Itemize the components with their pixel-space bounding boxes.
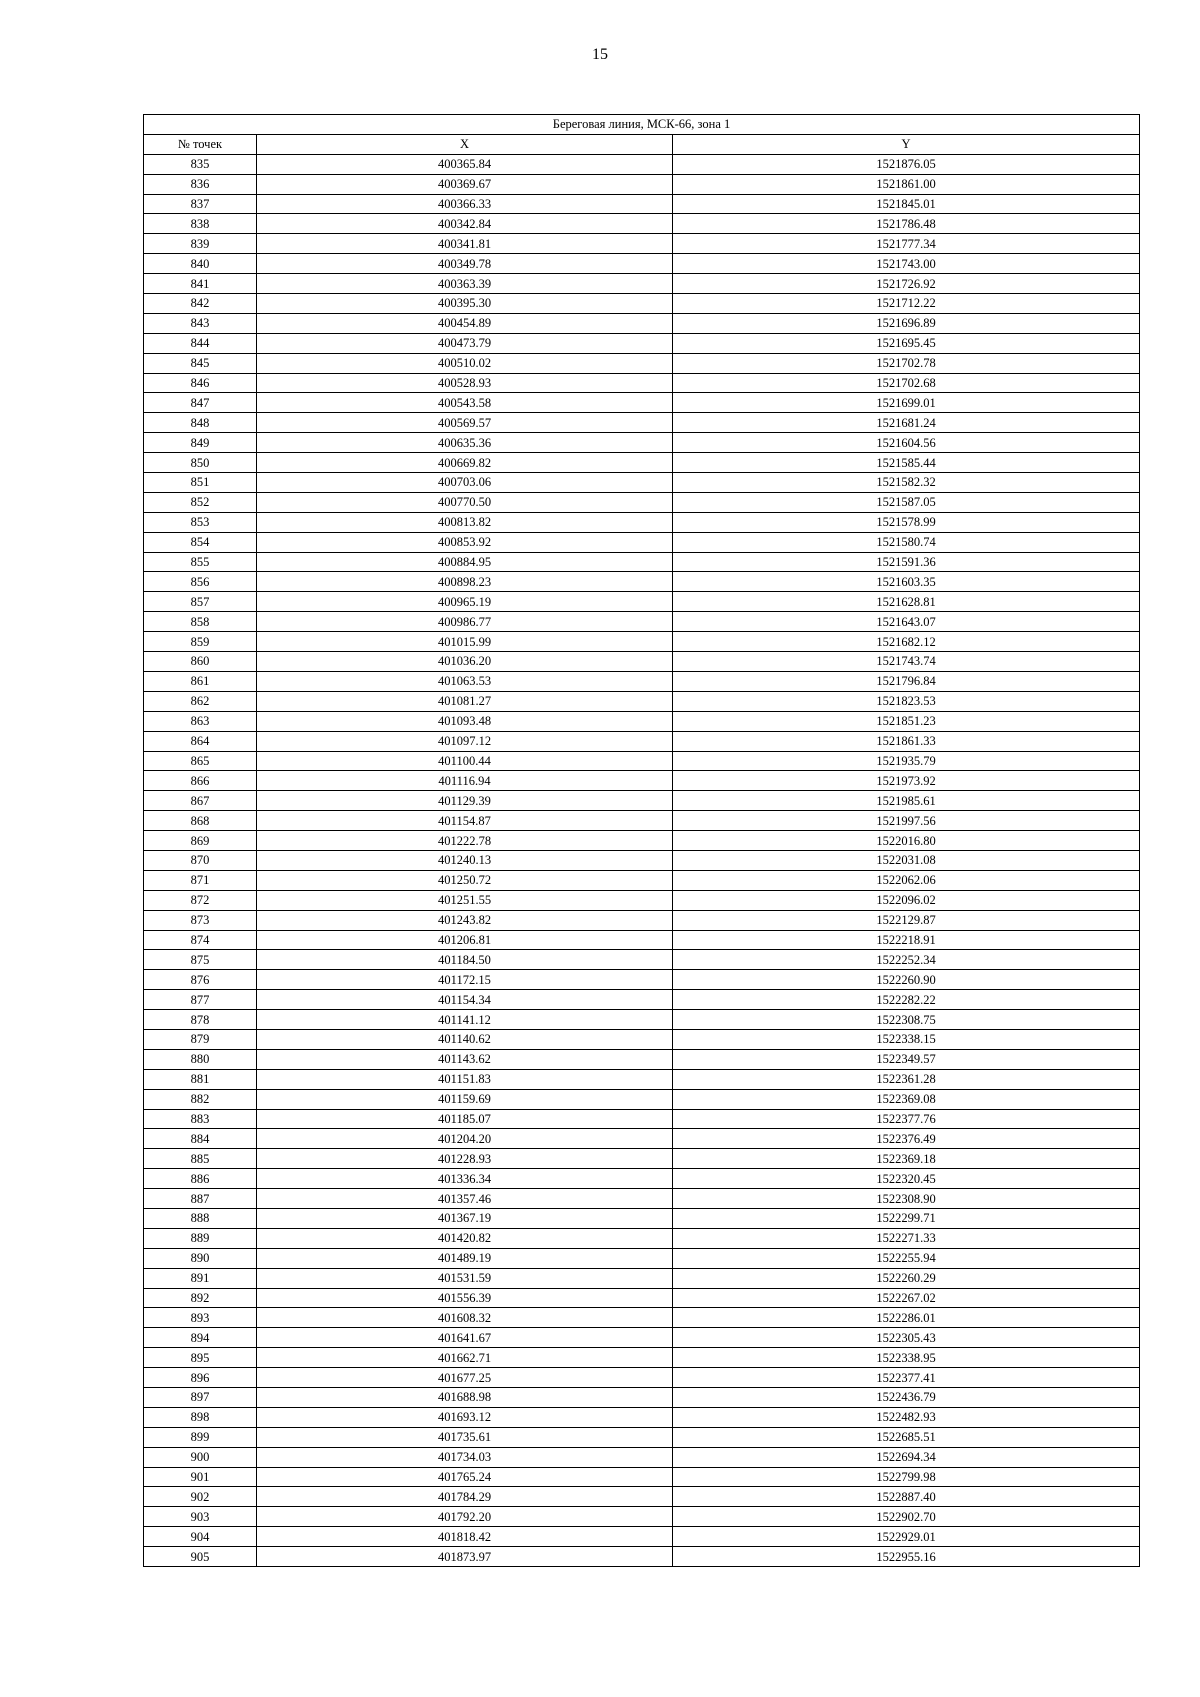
cell-y: 1521702.68 bbox=[673, 373, 1140, 393]
cell-point-number: 871 bbox=[144, 870, 257, 890]
cell-point-number: 870 bbox=[144, 850, 257, 870]
cell-y: 1521973.92 bbox=[673, 771, 1140, 791]
cell-y: 1521604.56 bbox=[673, 433, 1140, 453]
cell-point-number: 890 bbox=[144, 1248, 257, 1268]
cell-y: 1522308.90 bbox=[673, 1189, 1140, 1209]
cell-point-number: 838 bbox=[144, 214, 257, 234]
cell-y: 1521796.84 bbox=[673, 671, 1140, 691]
table-row bbox=[144, 890, 1140, 910]
cell-x: 401688.98 bbox=[257, 1388, 673, 1408]
table-row bbox=[144, 1328, 1140, 1348]
cell-x: 401222.78 bbox=[257, 831, 673, 851]
cell-point-number: 843 bbox=[144, 313, 257, 333]
cell-y: 1522305.43 bbox=[673, 1328, 1140, 1348]
cell-y: 1522260.29 bbox=[673, 1268, 1140, 1288]
cell-point-number: 844 bbox=[144, 333, 257, 353]
table-row bbox=[144, 771, 1140, 791]
cell-point-number: 880 bbox=[144, 1049, 257, 1069]
cell-x: 401143.62 bbox=[257, 1049, 673, 1069]
cell-point-number: 889 bbox=[144, 1228, 257, 1248]
cell-y: 1521582.32 bbox=[673, 473, 1140, 493]
cell-x: 401489.19 bbox=[257, 1248, 673, 1268]
table-row bbox=[144, 353, 1140, 373]
cell-point-number: 894 bbox=[144, 1328, 257, 1348]
cell-x: 401693.12 bbox=[257, 1407, 673, 1427]
cell-point-number: 857 bbox=[144, 592, 257, 612]
table-row bbox=[144, 1407, 1140, 1427]
cell-y: 1522887.40 bbox=[673, 1487, 1140, 1507]
column-header-y: Y bbox=[673, 134, 1140, 154]
cell-point-number: 835 bbox=[144, 154, 257, 174]
column-header-point-number: № точек bbox=[144, 134, 257, 154]
cell-x: 401129.39 bbox=[257, 791, 673, 811]
cell-x: 401735.61 bbox=[257, 1427, 673, 1447]
coordinates-table bbox=[143, 114, 1140, 1567]
cell-x: 401556.39 bbox=[257, 1288, 673, 1308]
cell-y: 1521823.53 bbox=[673, 691, 1140, 711]
cell-point-number: 854 bbox=[144, 532, 257, 552]
table-row bbox=[144, 214, 1140, 234]
cell-point-number: 858 bbox=[144, 612, 257, 632]
table-row bbox=[144, 1447, 1140, 1467]
table-row bbox=[144, 1109, 1140, 1129]
table-row bbox=[144, 1288, 1140, 1308]
cell-y: 1521585.44 bbox=[673, 453, 1140, 473]
table-row bbox=[144, 174, 1140, 194]
cell-y: 1522252.34 bbox=[673, 950, 1140, 970]
cell-point-number: 891 bbox=[144, 1268, 257, 1288]
cell-point-number: 847 bbox=[144, 393, 257, 413]
cell-y: 1522271.33 bbox=[673, 1228, 1140, 1248]
cell-point-number: 845 bbox=[144, 353, 257, 373]
table-row bbox=[144, 413, 1140, 433]
cell-x: 400986.77 bbox=[257, 612, 673, 632]
table-row bbox=[144, 1467, 1140, 1487]
table-row bbox=[144, 1089, 1140, 1109]
table-row bbox=[144, 333, 1140, 353]
cell-y: 1521603.35 bbox=[673, 572, 1140, 592]
cell-x: 400635.36 bbox=[257, 433, 673, 453]
cell-point-number: 852 bbox=[144, 492, 257, 512]
table-row bbox=[144, 1248, 1140, 1268]
cell-x: 400395.30 bbox=[257, 294, 673, 314]
cell-x: 401185.07 bbox=[257, 1109, 673, 1129]
cell-x: 401818.42 bbox=[257, 1527, 673, 1547]
cell-y: 1522320.45 bbox=[673, 1169, 1140, 1189]
cell-y: 1522299.71 bbox=[673, 1208, 1140, 1228]
cell-x: 400473.79 bbox=[257, 333, 673, 353]
table-row bbox=[144, 512, 1140, 532]
table-row bbox=[144, 1268, 1140, 1288]
cell-x: 401141.12 bbox=[257, 1010, 673, 1030]
cell-x: 400528.93 bbox=[257, 373, 673, 393]
cell-y: 1521777.34 bbox=[673, 234, 1140, 254]
cell-x: 401097.12 bbox=[257, 731, 673, 751]
table-row bbox=[144, 373, 1140, 393]
cell-y: 1521726.92 bbox=[673, 274, 1140, 294]
cell-point-number: 869 bbox=[144, 831, 257, 851]
cell-x: 401250.72 bbox=[257, 870, 673, 890]
cell-x: 401792.20 bbox=[257, 1507, 673, 1527]
table-row bbox=[144, 393, 1140, 413]
cell-y: 1522349.57 bbox=[673, 1049, 1140, 1069]
cell-point-number: 859 bbox=[144, 632, 257, 652]
cell-x: 401420.82 bbox=[257, 1228, 673, 1248]
table-row bbox=[144, 632, 1140, 652]
cell-x: 400853.92 bbox=[257, 532, 673, 552]
table-row bbox=[144, 552, 1140, 572]
cell-point-number: 863 bbox=[144, 711, 257, 731]
table-row bbox=[144, 811, 1140, 831]
cell-y: 1521712.22 bbox=[673, 294, 1140, 314]
cell-x: 401015.99 bbox=[257, 632, 673, 652]
table-row bbox=[144, 592, 1140, 612]
table-row bbox=[144, 194, 1140, 214]
cell-point-number: 887 bbox=[144, 1189, 257, 1209]
cell-y: 1521702.78 bbox=[673, 353, 1140, 373]
cell-y: 1521876.05 bbox=[673, 154, 1140, 174]
cell-x: 400770.50 bbox=[257, 492, 673, 512]
cell-x: 401662.71 bbox=[257, 1348, 673, 1368]
cell-y: 1522799.98 bbox=[673, 1467, 1140, 1487]
cell-y: 1522218.91 bbox=[673, 930, 1140, 950]
cell-x: 401873.97 bbox=[257, 1547, 673, 1567]
cell-y: 1522096.02 bbox=[673, 890, 1140, 910]
cell-point-number: 886 bbox=[144, 1169, 257, 1189]
cell-x: 401531.59 bbox=[257, 1268, 673, 1288]
table-row bbox=[144, 671, 1140, 691]
table-row bbox=[144, 970, 1140, 990]
cell-point-number: 853 bbox=[144, 512, 257, 532]
table-row bbox=[144, 154, 1140, 174]
cell-point-number: 878 bbox=[144, 1010, 257, 1030]
cell-x: 400341.81 bbox=[257, 234, 673, 254]
table-row bbox=[144, 950, 1140, 970]
cell-x: 401140.62 bbox=[257, 1029, 673, 1049]
cell-point-number: 883 bbox=[144, 1109, 257, 1129]
cell-point-number: 856 bbox=[144, 572, 257, 592]
cell-x: 400363.39 bbox=[257, 274, 673, 294]
cell-y: 1522929.01 bbox=[673, 1527, 1140, 1547]
table-row bbox=[144, 1149, 1140, 1169]
cell-y: 1522685.51 bbox=[673, 1427, 1140, 1447]
cell-point-number: 861 bbox=[144, 671, 257, 691]
table-row bbox=[144, 791, 1140, 811]
cell-y: 1521628.81 bbox=[673, 592, 1140, 612]
table-row bbox=[144, 711, 1140, 731]
table-row bbox=[144, 1069, 1140, 1089]
cell-y: 1521861.00 bbox=[673, 174, 1140, 194]
cell-point-number: 876 bbox=[144, 970, 257, 990]
cell-point-number: 855 bbox=[144, 552, 257, 572]
table-row bbox=[144, 1487, 1140, 1507]
table-row bbox=[144, 652, 1140, 672]
cell-x: 401784.29 bbox=[257, 1487, 673, 1507]
cell-point-number: 867 bbox=[144, 791, 257, 811]
cell-point-number: 879 bbox=[144, 1029, 257, 1049]
cell-point-number: 884 bbox=[144, 1129, 257, 1149]
cell-x: 400669.82 bbox=[257, 453, 673, 473]
cell-point-number: 848 bbox=[144, 413, 257, 433]
cell-point-number: 882 bbox=[144, 1089, 257, 1109]
cell-x: 401093.48 bbox=[257, 711, 673, 731]
table-row bbox=[144, 1547, 1140, 1567]
table-row bbox=[144, 1368, 1140, 1388]
cell-point-number: 875 bbox=[144, 950, 257, 970]
cell-y: 1521643.07 bbox=[673, 612, 1140, 632]
cell-y: 1521743.74 bbox=[673, 652, 1140, 672]
cell-y: 1522260.90 bbox=[673, 970, 1140, 990]
cell-point-number: 888 bbox=[144, 1208, 257, 1228]
table-row bbox=[144, 1507, 1140, 1527]
cell-x: 401159.69 bbox=[257, 1089, 673, 1109]
cell-y: 1521997.56 bbox=[673, 811, 1140, 831]
table-row bbox=[144, 1010, 1140, 1030]
table-row bbox=[144, 1029, 1140, 1049]
table-row bbox=[144, 850, 1140, 870]
cell-y: 1522482.93 bbox=[673, 1407, 1140, 1427]
cell-point-number: 897 bbox=[144, 1388, 257, 1408]
cell-y: 1522267.02 bbox=[673, 1288, 1140, 1308]
cell-point-number: 868 bbox=[144, 811, 257, 831]
cell-y: 1521682.12 bbox=[673, 632, 1140, 652]
cell-x: 401228.93 bbox=[257, 1149, 673, 1169]
cell-point-number: 900 bbox=[144, 1447, 257, 1467]
table-caption: Береговая линия, МСК-66, зона 1 bbox=[144, 115, 1140, 135]
table-row bbox=[144, 910, 1140, 930]
cell-y: 1521985.61 bbox=[673, 791, 1140, 811]
cell-y: 1521580.74 bbox=[673, 532, 1140, 552]
table-row bbox=[144, 1228, 1140, 1248]
cell-point-number: 862 bbox=[144, 691, 257, 711]
cell-y: 1522338.15 bbox=[673, 1029, 1140, 1049]
cell-x: 401151.83 bbox=[257, 1069, 673, 1089]
table-row bbox=[144, 254, 1140, 274]
table-row bbox=[144, 234, 1140, 254]
cell-point-number: 903 bbox=[144, 1507, 257, 1527]
cell-y: 1522369.18 bbox=[673, 1149, 1140, 1169]
table-row bbox=[144, 532, 1140, 552]
cell-y: 1521591.36 bbox=[673, 552, 1140, 572]
table-row bbox=[144, 990, 1140, 1010]
cell-x: 401172.15 bbox=[257, 970, 673, 990]
cell-y: 1521578.99 bbox=[673, 512, 1140, 532]
cell-x: 401336.34 bbox=[257, 1169, 673, 1189]
cell-y: 1522308.75 bbox=[673, 1010, 1140, 1030]
cell-x: 401765.24 bbox=[257, 1467, 673, 1487]
cell-x: 401367.19 bbox=[257, 1208, 673, 1228]
cell-x: 401251.55 bbox=[257, 890, 673, 910]
cell-y: 1521681.24 bbox=[673, 413, 1140, 433]
table-row bbox=[144, 1189, 1140, 1209]
table-row bbox=[144, 1169, 1140, 1189]
cell-point-number: 849 bbox=[144, 433, 257, 453]
cell-x: 401204.20 bbox=[257, 1129, 673, 1149]
cell-point-number: 892 bbox=[144, 1288, 257, 1308]
cell-x: 401641.67 bbox=[257, 1328, 673, 1348]
cell-x: 401063.53 bbox=[257, 671, 673, 691]
cell-x: 401154.87 bbox=[257, 811, 673, 831]
cell-point-number: 896 bbox=[144, 1368, 257, 1388]
cell-point-number: 893 bbox=[144, 1308, 257, 1328]
cell-y: 1522031.08 bbox=[673, 850, 1140, 870]
cell-point-number: 895 bbox=[144, 1348, 257, 1368]
table-row bbox=[144, 1527, 1140, 1547]
table-row bbox=[144, 453, 1140, 473]
cell-y: 1522255.94 bbox=[673, 1248, 1140, 1268]
cell-y: 1521699.01 bbox=[673, 393, 1140, 413]
cell-y: 1522902.70 bbox=[673, 1507, 1140, 1527]
cell-x: 400349.78 bbox=[257, 254, 673, 274]
cell-point-number: 904 bbox=[144, 1527, 257, 1547]
table-row bbox=[144, 294, 1140, 314]
cell-y: 1522436.79 bbox=[673, 1388, 1140, 1408]
table-row bbox=[144, 1049, 1140, 1069]
cell-point-number: 881 bbox=[144, 1069, 257, 1089]
table-row bbox=[144, 691, 1140, 711]
cell-point-number: 874 bbox=[144, 930, 257, 950]
cell-y: 1521845.01 bbox=[673, 194, 1140, 214]
cell-point-number: 905 bbox=[144, 1547, 257, 1567]
cell-y: 1522376.49 bbox=[673, 1129, 1140, 1149]
table-row bbox=[144, 731, 1140, 751]
cell-point-number: 841 bbox=[144, 274, 257, 294]
cell-x: 400454.89 bbox=[257, 313, 673, 333]
table-row bbox=[144, 313, 1140, 333]
cell-y: 1522129.87 bbox=[673, 910, 1140, 930]
table-row bbox=[144, 1308, 1140, 1328]
table-row bbox=[144, 751, 1140, 771]
table-row bbox=[144, 492, 1140, 512]
cell-point-number: 873 bbox=[144, 910, 257, 930]
cell-point-number: 901 bbox=[144, 1467, 257, 1487]
cell-point-number: 840 bbox=[144, 254, 257, 274]
cell-x: 400366.33 bbox=[257, 194, 673, 214]
cell-x: 400884.95 bbox=[257, 552, 673, 572]
cell-x: 400898.23 bbox=[257, 572, 673, 592]
cell-x: 400543.58 bbox=[257, 393, 673, 413]
page-number: 15 bbox=[592, 46, 608, 63]
cell-x: 400369.67 bbox=[257, 174, 673, 194]
cell-point-number: 898 bbox=[144, 1407, 257, 1427]
cell-point-number: 872 bbox=[144, 890, 257, 910]
table-header-row bbox=[144, 134, 1140, 154]
cell-point-number: 842 bbox=[144, 294, 257, 314]
cell-x: 401100.44 bbox=[257, 751, 673, 771]
cell-point-number: 836 bbox=[144, 174, 257, 194]
cell-point-number: 885 bbox=[144, 1149, 257, 1169]
table-row bbox=[144, 870, 1140, 890]
cell-x: 401734.03 bbox=[257, 1447, 673, 1467]
cell-point-number: 866 bbox=[144, 771, 257, 791]
cell-point-number: 899 bbox=[144, 1427, 257, 1447]
cell-y: 1522369.08 bbox=[673, 1089, 1140, 1109]
cell-x: 401036.20 bbox=[257, 652, 673, 672]
cell-point-number: 902 bbox=[144, 1487, 257, 1507]
cell-y: 1522377.41 bbox=[673, 1368, 1140, 1388]
cell-x: 400703.06 bbox=[257, 473, 673, 493]
cell-x: 400365.84 bbox=[257, 154, 673, 174]
table-row bbox=[144, 1208, 1140, 1228]
cell-y: 1521696.89 bbox=[673, 313, 1140, 333]
cell-y: 1522361.28 bbox=[673, 1069, 1140, 1089]
cell-x: 401206.81 bbox=[257, 930, 673, 950]
cell-y: 1522338.95 bbox=[673, 1348, 1140, 1368]
cell-point-number: 839 bbox=[144, 234, 257, 254]
cell-x: 400569.57 bbox=[257, 413, 673, 433]
cell-point-number: 850 bbox=[144, 453, 257, 473]
cell-x: 401243.82 bbox=[257, 910, 673, 930]
cell-y: 1522377.76 bbox=[673, 1109, 1140, 1129]
cell-point-number: 860 bbox=[144, 652, 257, 672]
cell-y: 1521587.05 bbox=[673, 492, 1140, 512]
column-header-x: X bbox=[257, 134, 673, 154]
cell-point-number: 851 bbox=[144, 473, 257, 493]
cell-y: 1522016.80 bbox=[673, 831, 1140, 851]
cell-x: 401116.94 bbox=[257, 771, 673, 791]
cell-x: 401677.25 bbox=[257, 1368, 673, 1388]
table-row bbox=[144, 572, 1140, 592]
cell-point-number: 865 bbox=[144, 751, 257, 771]
table-row bbox=[144, 930, 1140, 950]
cell-x: 401608.32 bbox=[257, 1308, 673, 1328]
cell-y: 1521743.00 bbox=[673, 254, 1140, 274]
cell-x: 400965.19 bbox=[257, 592, 673, 612]
cell-x: 401081.27 bbox=[257, 691, 673, 711]
cell-y: 1521786.48 bbox=[673, 214, 1140, 234]
table-row bbox=[144, 274, 1140, 294]
cell-point-number: 846 bbox=[144, 373, 257, 393]
cell-y: 1522062.06 bbox=[673, 870, 1140, 890]
cell-x: 401154.34 bbox=[257, 990, 673, 1010]
table-row bbox=[144, 473, 1140, 493]
cell-x: 401240.13 bbox=[257, 850, 673, 870]
table-caption-row bbox=[144, 115, 1140, 135]
table-body bbox=[144, 154, 1140, 1566]
table-row bbox=[144, 433, 1140, 453]
cell-x: 401184.50 bbox=[257, 950, 673, 970]
cell-x: 400342.84 bbox=[257, 214, 673, 234]
table-row bbox=[144, 612, 1140, 632]
table-row bbox=[144, 1388, 1140, 1408]
cell-y: 1521851.23 bbox=[673, 711, 1140, 731]
cell-x: 400510.02 bbox=[257, 353, 673, 373]
table-row bbox=[144, 1348, 1140, 1368]
cell-y: 1522955.16 bbox=[673, 1547, 1140, 1567]
cell-y: 1521861.33 bbox=[673, 731, 1140, 751]
cell-x: 400813.82 bbox=[257, 512, 673, 532]
cell-point-number: 837 bbox=[144, 194, 257, 214]
cell-x: 401357.46 bbox=[257, 1189, 673, 1209]
cell-point-number: 877 bbox=[144, 990, 257, 1010]
cell-y: 1522282.22 bbox=[673, 990, 1140, 1010]
table-row bbox=[144, 1427, 1140, 1447]
cell-y: 1522286.01 bbox=[673, 1308, 1140, 1328]
table-row bbox=[144, 831, 1140, 851]
cell-y: 1521695.45 bbox=[673, 333, 1140, 353]
cell-y: 1522694.34 bbox=[673, 1447, 1140, 1467]
cell-point-number: 864 bbox=[144, 731, 257, 751]
cell-y: 1521935.79 bbox=[673, 751, 1140, 771]
table-row bbox=[144, 1129, 1140, 1149]
